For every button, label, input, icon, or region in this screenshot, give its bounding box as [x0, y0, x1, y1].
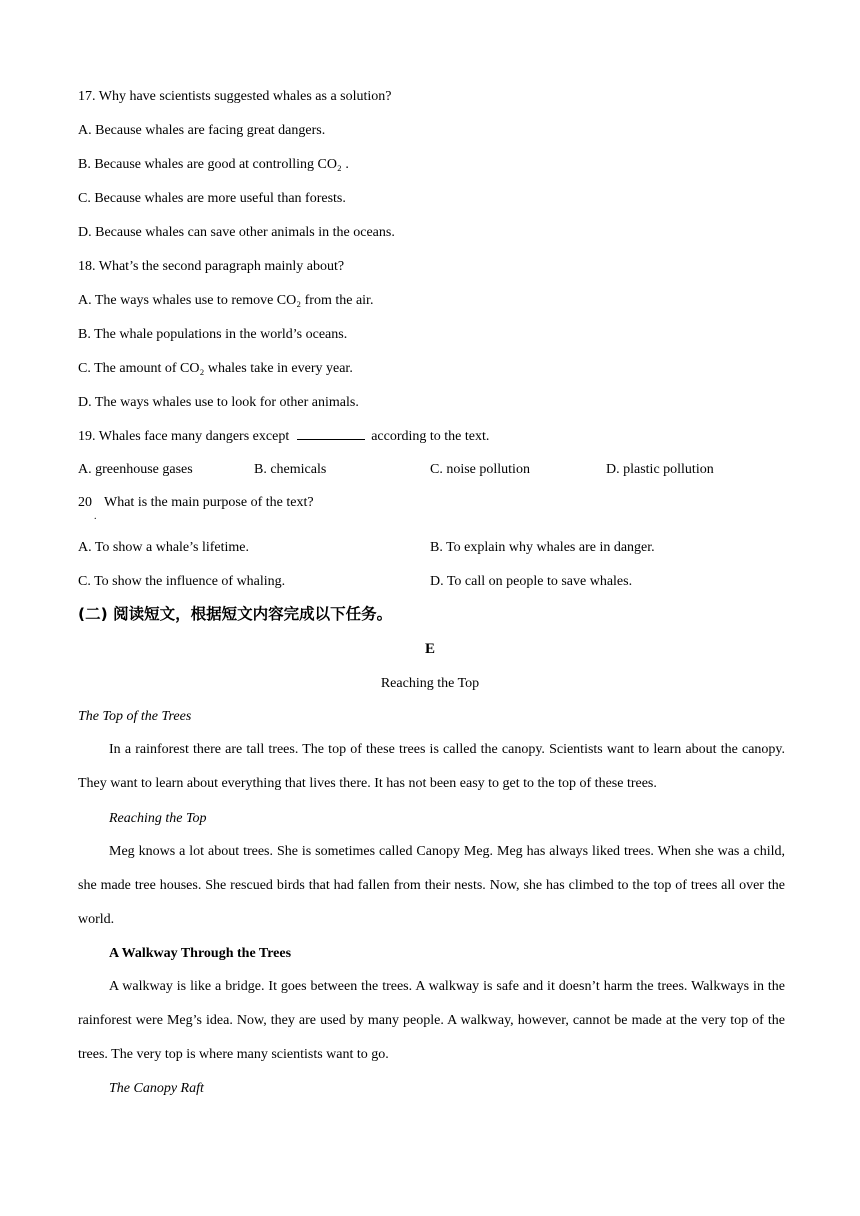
paragraph-3: [78, 970, 785, 1071]
answer-blank: [297, 427, 365, 440]
question-19-option-c: C. noise pollution: [430, 462, 530, 477]
question-18-option-b: B. The whale populations in the world’s oceans.: [78, 327, 348, 342]
question-20-number: 20: [78, 495, 92, 510]
question-17-option-a: A. Because whales are facing great dangers.: [78, 123, 326, 138]
question-17-option-d: D. Because whales can save other animals in the oceans.: [78, 225, 395, 240]
question-20-stem: What is the main purpose of the text?: [104, 495, 314, 510]
question-17-stem: 17. Why have scientists suggested whales as a solution?: [78, 89, 392, 104]
subhead-walkway: A Walkway Through the Trees: [109, 946, 292, 961]
question-20-option-d: D. To call on people to save whales.: [430, 574, 633, 589]
question-17-option-c: C. Because whales are more useful than forests.: [78, 191, 346, 206]
question-20-option-a: A. To show a whale’s lifetime.: [78, 540, 250, 555]
paragraph-3-text: A walkway is like a bridge. It goes between the trees. A walkway is safe and it doesn’t harm the trees. Walkways in the rainforest were Meg’s idea. Now, they are used by many people. A walkway, however, cannot be made at the very top of the trees. The very top is where many scientists want to go.: [78, 979, 785, 1062]
question-19-option-d: D. plastic pollution: [606, 462, 714, 477]
question-20-option-c: C. To show the influence of whaling.: [78, 574, 286, 589]
subhead-top-of-trees: The Top of the Trees: [78, 709, 192, 724]
question-17-option-b: B. Because whales are good at controlling CO₂ .: [78, 157, 349, 172]
section-title: (二) 阅读短文，根据短文内容完成以下任务。: [78, 605, 393, 623]
question-19-option-b: B. chemicals: [254, 462, 327, 477]
question-19-option-a: A. greenhouse gases: [78, 462, 193, 477]
question-19-stem-before: 19. Whales face many dangers except: [78, 429, 290, 444]
question-19-stem-after: according to the text.: [371, 429, 490, 444]
question-19-stem: [78, 427, 489, 446]
paragraph-2: [78, 835, 785, 936]
question-18-stem: 18. What’s the second paragraph mainly about?: [78, 259, 345, 274]
paragraph-1: [78, 733, 785, 801]
question-20-dot: .: [94, 511, 97, 522]
question-20-option-b: B. To explain why whales are in danger.: [430, 540, 655, 555]
question-18-option-c: C. The amount of CO₂ whales take in every year.: [78, 361, 353, 376]
passage-title: Reaching the Top: [380, 676, 480, 691]
passage-letter: E: [424, 641, 435, 657]
paragraph-2-text: Meg knows a lot about trees. She is sometimes called Canopy Meg. Meg has always liked trees. When she was a child, she made tree houses. She rescued birds that had fallen from their nests. Now, she has climbed to the top of trees all over the world.: [78, 844, 785, 927]
subhead-canopy-raft: The Canopy Raft: [109, 1081, 204, 1096]
paragraph-1-text: In a rainforest there are tall trees. The top of these trees is called the canopy. Scientists want to learn about the canopy. They want to learn about everything that lives there. It has not been easy to get to the top of these trees.: [78, 742, 785, 791]
question-18-option-a: A. The ways whales use to remove CO₂ from the air.: [78, 293, 374, 308]
subhead-reaching-top: Reaching the Top: [109, 811, 207, 826]
question-18-option-d: D. The ways whales use to look for other animals.: [78, 395, 359, 410]
